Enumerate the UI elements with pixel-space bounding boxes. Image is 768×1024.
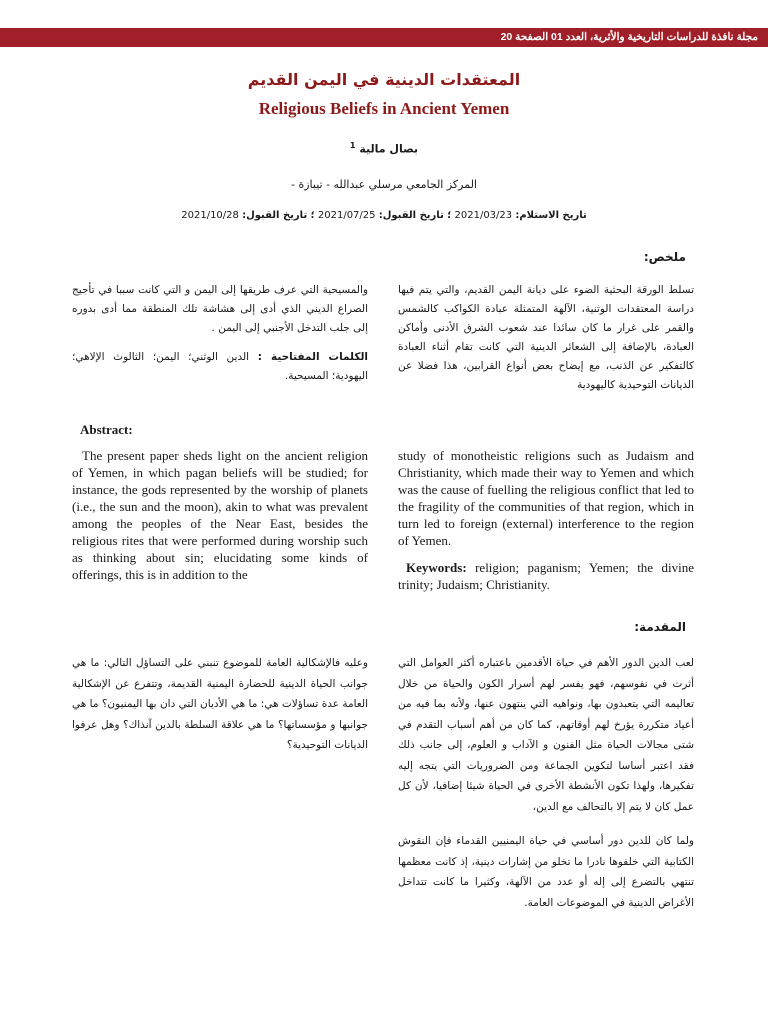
accepted-date: 2021/10/28 <box>181 210 239 221</box>
arabic-keywords-text: الدين الوثني؛ اليمن؛ الثالوث الإلاهي؛ اليهودية؛ المسيحية. <box>72 351 368 382</box>
revised-date: 2021/07/25 <box>317 210 376 221</box>
arabic-abstract-left-column <box>72 281 368 386</box>
introduction-right-para1: لعب الدين الدور الأهم في حياة الأقدمين باعتباره أكثر العوامل التي أثرت في نفوسهم، فهو يفسر لهم أسرار الكون والحياة من خلال تعاليمه التي يتعبدون بها، ونواهيه التي ينتهون عنها، ولأنه بما فيه من أعياد متكررة يؤرخ لهم أوقاتهم، كما كان من أهم أسباب التقدم في شتى مجالات الحياة مثل الفنون و الآداب و العلوم، إلى جانب ذلك فقد اعتبر أساسا لتكوين الجماعة ومن الضروريات التي يتجه إليه تفكيرها، ولهذا تكون الأنشطة الأخرى في الحياة شيئا إضافيا، لأن كل عمل كان لا يتم إلا بالتحالف مع الدين، <box>398 657 694 813</box>
english-abstract-left-column <box>72 447 368 583</box>
english-abstract-left-text: The present paper sheds light on the ancient religion of Yemen, in which pagan beliefs will be studied; for instance, the gods represented by the worship of planets (i.e., the sun and the moon), akin to what was prevalent among the peoples of the Near East, besides the religious rites that were performed during worship such as thinking about sin; elucidating some kinds of offerings, this is in addition to the <box>72 448 368 582</box>
dates-line <box>140 210 628 221</box>
accepted-label: ؛ تاريخ القبول: <box>242 210 315 221</box>
introduction-left-column <box>72 653 368 756</box>
introduction-heading: المقدمة: <box>634 620 686 634</box>
running-header-text: مجلة نافذة للدراسات التاريخية والأثرية، العدد 01 الصفحة 20 <box>500 31 758 43</box>
english-abstract-right-text: study of monotheistic religions such as Judaism and Christianity, which made their way to Yemen and which was the cause of fuelling the religious conflict that led to the fragility of the communities of that region, which in turn led to foreign (external) interference to the region of Yemen. <box>398 448 694 548</box>
arabic-abstract-right-column <box>398 281 694 395</box>
author-name: بصال مالية <box>359 142 419 156</box>
arabic-abstract-right-text: تسلط الورقة البحثية الضوء على ديانة اليمن القديم، والتي يتم فيها دراسة المعتقدات الوثنية، الآلهة المتمثلة عبادة الكواكب كالشمس والقمر على غرار ما كان سائدا عند شعوب الشرق الأدنى وأماكن العبادة، بالإضافة إلى الشعائر الدينية التي كانت تقام أثناء العبادة كالتفكير عن الذنب، مع إيضاح بعض أنواع القرابين، هذا فضلا عن الديانات التوحيدية كاليهودية <box>398 284 694 391</box>
author-line <box>200 141 568 156</box>
english-abstract-heading: Abstract: <box>80 422 133 437</box>
revised-label: ؛ تاريخ القبول: <box>378 210 452 221</box>
arabic-abstract-left-text: والمسيحية التي عرف طريقها إلى اليمن و التي كانت سببا في تأجيج الصراع الديني الذي أدى إلى هشاشة تلك المنطقة مما أدى بدوره إلى جلب التدخل الأجنبي إلى اليمن . <box>72 284 368 334</box>
arabic-keywords-label: الكلمات المفتاحية : <box>257 351 368 363</box>
introduction-right-column <box>398 653 694 913</box>
running-header <box>0 28 768 47</box>
english-abstract-right-column <box>398 447 694 593</box>
arabic-title: المعتقدات الدينية في اليمن القديم <box>247 70 521 89</box>
introduction-right-para2: ولما كان للدين دور أساسي في حياة اليمنيين القدماء فإن النقوش الكتابية التي خلفوها نادرا ما تخلو من إشارات دينية، إذ كانت معظمها تنتهي بالتضرع إلى إله أو عدد من الآلهة، وكثيرا ما كانت تتداخل الأغراض الدينية في الموضوعات العامة. <box>398 835 694 909</box>
author-footnote-mark[interactable]: 1 <box>349 141 356 150</box>
english-keywords <box>398 559 694 593</box>
introduction-left-para1: وعليه فالإشكالية العامة للموضوع تنبني على التساؤل التالي: ما هي جوانب الحياة الدينية للحضارة اليمنية القديمة، وتتفرع عن الإشكالية العامة عدة تساؤلات هي: ما هي الأديان التي دان بها اليمنيون؟ ما هي جوانبها و مؤسساتها؟ ما هي علاقة السلطة بالدين آنذاك؟ وهل عرفوا الديانات التوحيدية؟ <box>72 657 368 751</box>
english-keywords-label: Keywords: <box>406 560 467 575</box>
english-keywords-text: religion; paganism; Yemen; the divine trinity; Judaism; Christianity. <box>398 560 694 592</box>
received-label: تاريخ الاستلام: <box>515 210 587 221</box>
arabic-abstract-heading: ملخص: <box>643 250 686 264</box>
received-date: 2021/03/23 <box>454 210 513 221</box>
arabic-keywords <box>72 348 368 386</box>
english-title: Religious Beliefs in Ancient Yemen <box>258 99 510 118</box>
affiliation: المركز الجامعي مرسلي عبدالله - تيبازة - <box>290 178 477 191</box>
